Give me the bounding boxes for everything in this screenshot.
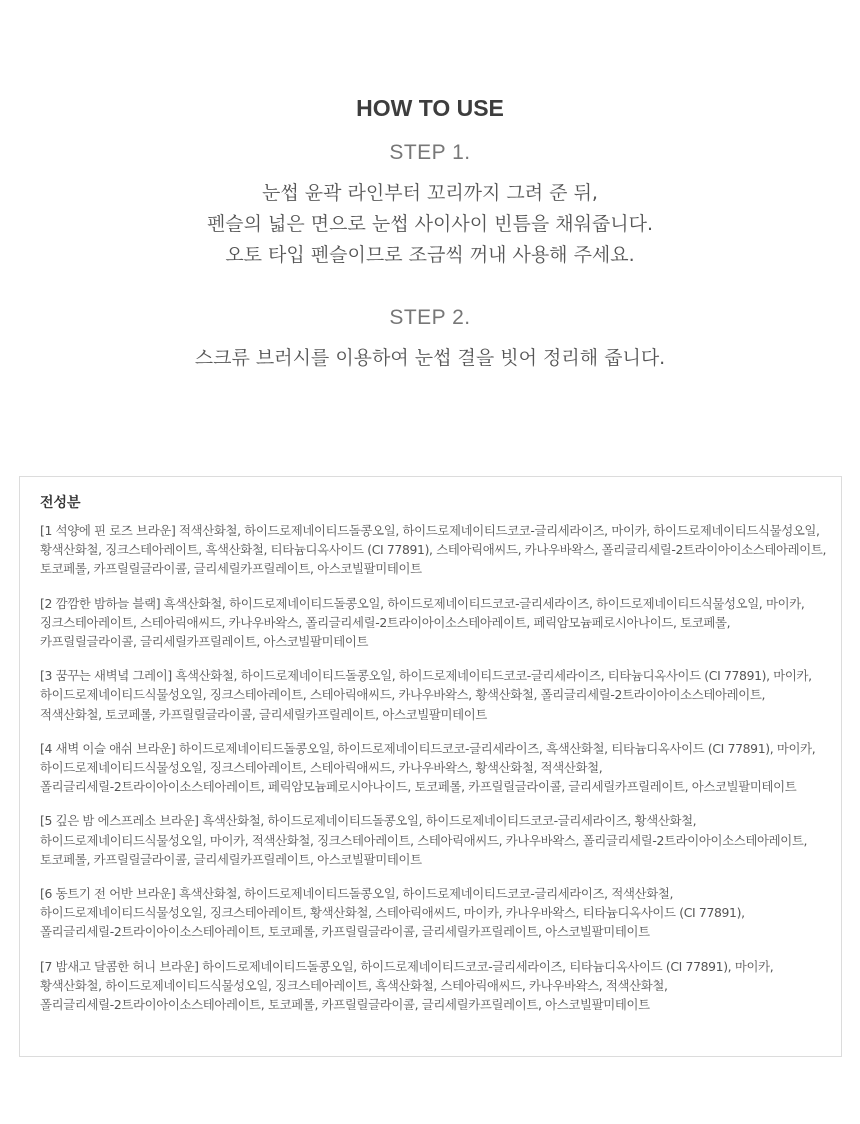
step-2-description xyxy=(0,343,860,374)
how-to-use-section xyxy=(0,90,860,374)
ingredient-item: [7 밤새고 달콤한 허니 브라운] 하이드로제네이티드돌콩오일, 하이드로제네이티드코코-글리세라이즈, 티타늄디옥사이드 (CI 77891), 마이카, 황색산화철, 하이드로제네이티드식물성오일, 징크스테아레이트, 흑색산화철, 스테아릭애씨드, 카나우바왁스, 적색산화철, 폴리글리세릴-2트라이아이소스테아레이트, 토코페롤, 카프릴릴글라이콜, 글리세릴카프릴레이트, 아스코빌팔미테이트 xyxy=(40,958,774,1013)
step-2 xyxy=(0,305,860,374)
step-2-label: STEP 2. xyxy=(383,305,476,331)
step-1-description xyxy=(0,178,860,271)
ingredient-item: [3 꿈꾸는 새벽녘 그레이] 흑색산화철, 하이드로제네이티드돌콩오일, 하이드로제네이티드코코-글리세라이즈, 티타늄디옥사이드 (CI 77891), 마이카, 하이드로제네이티드식물성오일, 징크스테아레이트, 스테아릭애씨드, 카나우바왁스, 황색산화철, 폴리글리세릴-2트라이아이소스테아레이트, 적색산화철, 토코페롤, 카프릴릴글라이콜, 글리세릴카프릴레이트, 아스코빌팔미테이트 xyxy=(40,668,812,722)
step-1-line: 눈썹 윤곽 라인부터 꼬리까지 그려 준 뒤, xyxy=(262,182,598,204)
step-1-line: 오토 타입 펜슬이므로 조금씩 꺼내 사용해 주세요. xyxy=(225,244,635,266)
step-1-line: 펜슬의 넓은 면으로 눈썹 사이사이 빈틈을 채워줍니다. xyxy=(206,213,654,235)
ingredient-item: [5 깊은 밤 에스프레소 브라운] 흑색산화철, 하이드로제네이티드돌콩오일, 하이드로제네이티드코코-글리세라이즈, 황색산화철, 하이드로제네이티드식물성오일, 마이카, 적색산화철, 징크스테아레이트, 스테아릭애씨드, 카나우바왁스, 폴리글리세릴-2트라이아이소스테아레이트, 토코페롤, 카프릴릴글라이콜, 글리세릴카프릴레이트, 아스코빌팔미테이트 xyxy=(40,813,808,867)
ingredients-title: 전성분 xyxy=(40,495,81,511)
ingredient-item: [2 깜깜한 밤하늘 블랙] 흑색산화철, 하이드로제네이티드돌콩오일, 하이드로제네이티드코코-글리세라이즈, 하이드로제네이티드식물성오일, 마이카, 징크스테아레이트, 스테아릭애씨드, 카나우바왁스, 폴리글리세릴-2트라이아이소스테아레이트, 페릭암모늄페로시아나이드, 토코페롤, 카프릴릴글라이콜, 글리세릴카프릴레이트, 아스코빌팔미테이트 xyxy=(40,595,805,650)
step-2-line: 스크류 브러시를 이용하여 눈썹 결을 빗어 정리해 줍니다. xyxy=(194,347,666,369)
ingredient-item: [4 새벽 이슬 애쉬 브라운] 하이드로제네이티드돌콩오일, 하이드로제네이티드코코-글리세라이즈, 흑색산화철, 티타늄디옥사이드 (CI 77891), 마이카, 하이드로제네이티드식물성오일, 징크스테아레이트, 스테아릭애씨드, 카나우바왁스, 황색산화철, 적색산화철, 폴리글리세릴-2트라이아이소스테아레이트, 페릭암모늄페로시아나이드, 토코페롤, 카프릴릴글라이콜, 글리세릴카프릴레이트, 아스코빌팔미테이트 xyxy=(40,740,816,795)
ingredients-box xyxy=(19,476,842,1057)
ingredient-item: [1 석양에 핀 로즈 브라운] 적색산화철, 하이드로제네이티드돌콩오일, 하이드로제네이티드코코-글리세라이즈, 마이카, 하이드로제네이티드식물성오일, 황색산화철, 징크스테아레이트, 흑색산화철, 티타늄디옥사이드 (CI 77891), 스테아릭애씨드, 카나우바왁스, 폴리글리세릴-2트라이아이소스테아레이트, 토코페롤, 카프릴릴글라이콜, 글리세릴카프릴레이트, 아스코빌팔미테이트 xyxy=(40,523,827,577)
how-to-use-title: HOW TO USE xyxy=(356,95,504,121)
ingredient-item: [6 동트기 전 어반 브라운] 흑색산화철, 하이드로제네이티드돌콩오일, 하이드로제네이티드코코-글리세라이즈, 적색산화철, 하이드로제네이티드식물성오일, 징크스테아레이트, 황색산화철, 스테아릭애씨드, 마이카, 카나우바왁스, 티타늄디옥사이드 (CI 77891), 폴리글리세릴-2트라이아이소스테아레이트, 토코페롤, 카프릴릴글라이콜, 글리세릴카프릴레이트, 아스코빌팔미테이트 xyxy=(40,886,745,940)
step-1 xyxy=(0,140,860,271)
step-1-label: STEP 1. xyxy=(383,140,476,166)
